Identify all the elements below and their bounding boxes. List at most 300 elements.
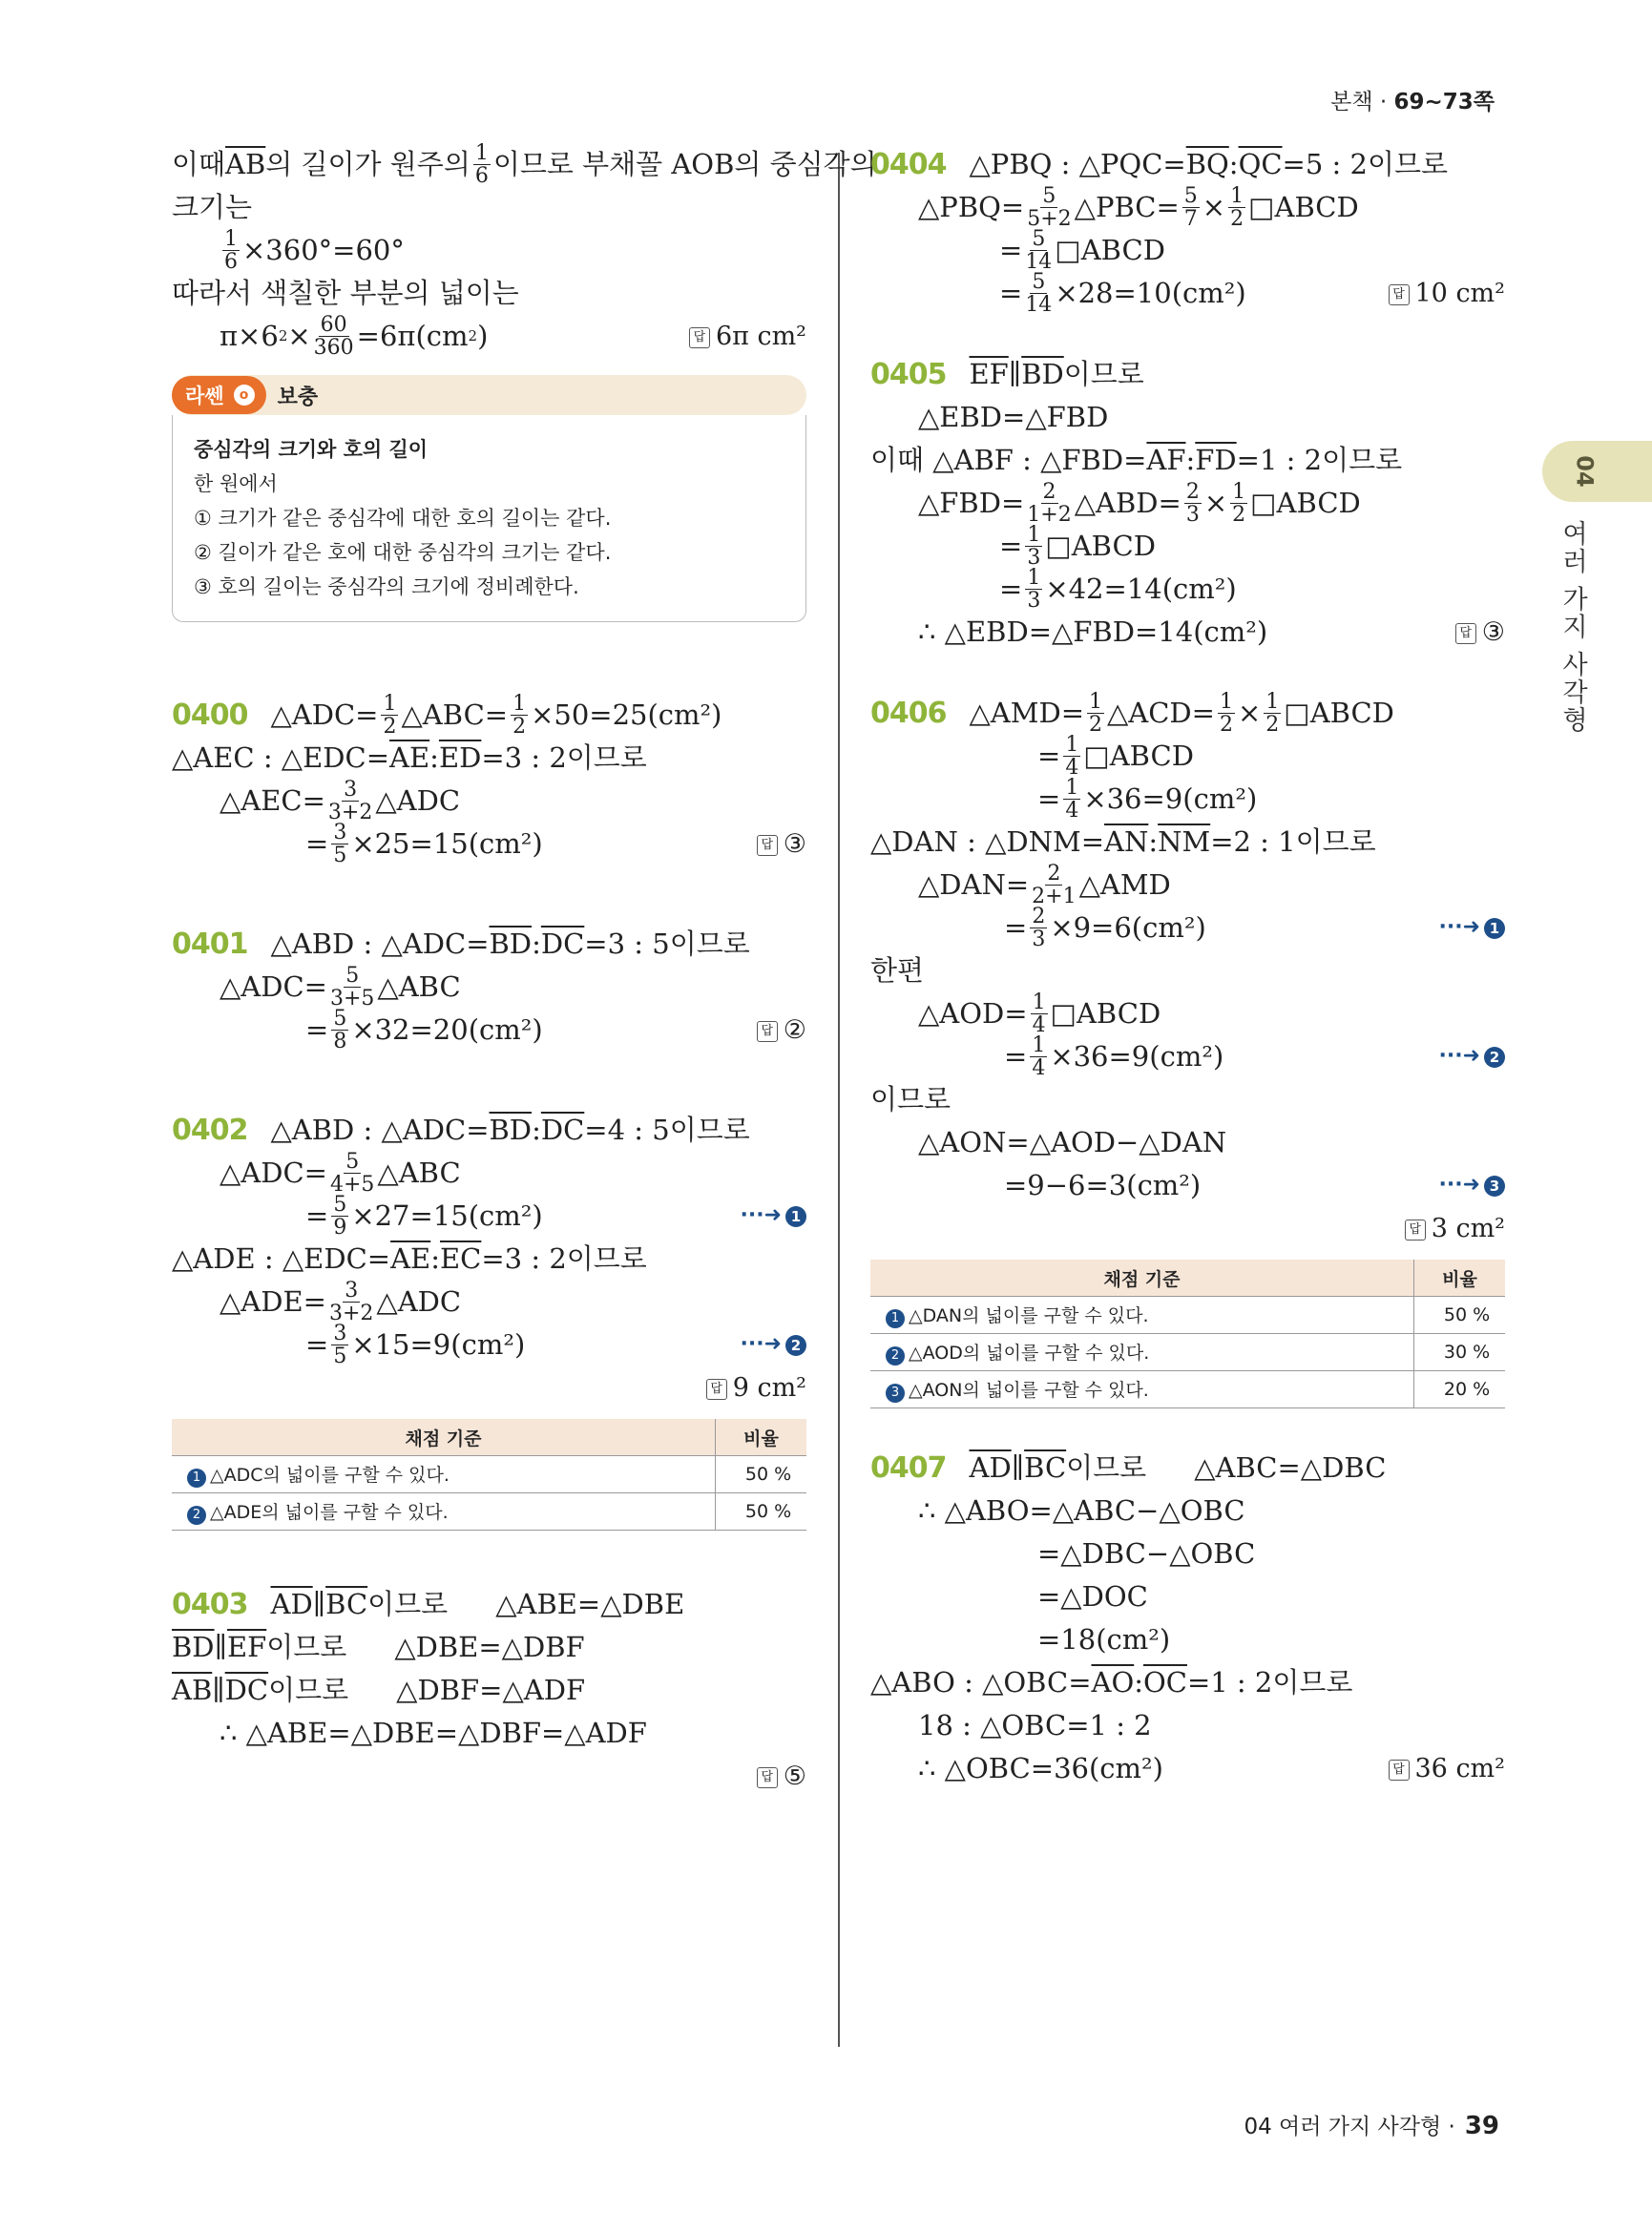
- arrow-icon: ···➜: [740, 1332, 782, 1356]
- fraction: [1184, 481, 1202, 526]
- numerator: 5: [1032, 226, 1046, 251]
- problem-number: 0403: [172, 1587, 248, 1621]
- numerator: 2: [1032, 904, 1046, 928]
- denominator: 4: [1065, 756, 1079, 780]
- arrow-icon: ···➜: [740, 1203, 782, 1227]
- denominator: 9: [333, 1216, 347, 1240]
- answer: [1405, 1216, 1505, 1241]
- criteria-text: △AON의 넓이를 구할 수 있다.: [909, 1380, 1149, 1401]
- text: △PBQ=: [918, 191, 1025, 223]
- note-line: ③ 호의 길이는 중심각의 크기에 정비례한다.: [194, 575, 579, 598]
- answer-value: ②: [783, 1015, 806, 1045]
- text: =3 : 2이므로: [481, 1242, 647, 1275]
- numerator: 1: [1027, 565, 1041, 590]
- denominator: 360: [313, 336, 354, 360]
- note-line: ① 크기가 같은 중심각에 대한 호의 길이는 같다.: [194, 507, 612, 530]
- p0401-line-3: [172, 1006, 806, 1053]
- criteria-cell: [172, 1493, 716, 1531]
- text: △ABD : △ADC=: [270, 1114, 490, 1146]
- p0406-line-10: 이므로: [870, 1083, 951, 1116]
- text: ∥: [1011, 1451, 1025, 1484]
- numerator: 5: [345, 1149, 360, 1174]
- fraction: [329, 1280, 373, 1324]
- p0404-line-4: [870, 269, 1505, 317]
- text: ×: [1202, 191, 1226, 223]
- text: π×6: [220, 320, 279, 352]
- p0405-line-7: [870, 611, 1505, 654]
- header-pages: 69~73쪽: [1393, 90, 1495, 115]
- text: 이때: [172, 148, 226, 180]
- answer-value: ③: [783, 829, 806, 859]
- segment: $\overline{AB}$: [172, 1674, 213, 1706]
- fraction: [1030, 1034, 1047, 1079]
- denominator: 2: [383, 715, 397, 739]
- p0406-line-5: [870, 861, 1505, 908]
- answer-value: 9 cm²: [732, 1373, 806, 1403]
- text: ∥: [212, 1674, 225, 1706]
- p0406-line-1: [870, 689, 1505, 737]
- fraction: [1031, 991, 1048, 1036]
- p0405-line-3: [870, 439, 1505, 482]
- text: =3 : 5이므로: [584, 928, 750, 960]
- answer-value: 6π cm²: [715, 322, 806, 351]
- text: □ABCD: [1045, 530, 1156, 562]
- segment: $\overline{AN}$: [1104, 825, 1149, 858]
- step-number: 1: [886, 1309, 905, 1328]
- text: △ADE=: [220, 1285, 326, 1318]
- p0407-line-8: [870, 1747, 1505, 1790]
- footer-chapter: 04 여러 가지 사각형 ·: [1244, 2115, 1455, 2139]
- problem-number: 0400: [172, 698, 248, 732]
- numerator: 1: [224, 226, 238, 251]
- p0400-line-3: [172, 777, 806, 824]
- spacer: [172, 622, 806, 694]
- text: 이므로: [367, 1588, 449, 1620]
- text: △ABC=△DBC: [1194, 1451, 1387, 1484]
- table-row: [172, 1456, 806, 1493]
- text: =9−6=3(cm²): [1004, 1169, 1202, 1201]
- text: =: [305, 1013, 329, 1046]
- segment: $\overline{EC}$: [440, 1242, 482, 1275]
- p0405-line-6: [870, 565, 1505, 613]
- answer-icon: 답: [757, 835, 778, 856]
- p0403-answer-line: [172, 1755, 806, 1798]
- text: =: [1004, 1040, 1028, 1073]
- text: 이때 △ABF : △FBD=: [870, 444, 1147, 476]
- p0405-line-1: [870, 353, 1505, 396]
- denominator: 3: [1027, 546, 1041, 570]
- step-number: 2: [785, 1335, 806, 1356]
- criteria-text: △ADE의 넓이를 구할 수 있다.: [210, 1502, 449, 1523]
- text: 의 길이가 원주의: [265, 148, 471, 180]
- text: ×: [1203, 487, 1228, 519]
- p0405-line-5: [870, 522, 1505, 570]
- segment: $\overline{AE}$: [390, 1242, 431, 1275]
- denominator: 4: [1065, 799, 1079, 823]
- fraction: [1030, 906, 1047, 950]
- text: □ABCD: [1055, 234, 1165, 266]
- numerator: 1: [474, 140, 489, 165]
- segment: $\overline{AO}$: [1091, 1666, 1135, 1699]
- step-marker: [740, 1334, 806, 1356]
- text: =4 : 5이므로: [584, 1114, 750, 1146]
- chapter-number: 04: [1571, 455, 1599, 488]
- numerator: 1: [1089, 689, 1102, 714]
- p0401-line-2: [172, 963, 806, 1011]
- segment: $\overline{AD}$: [969, 1451, 1012, 1484]
- text: :: [532, 928, 541, 960]
- p0404-line-1: [870, 143, 1505, 186]
- criteria-text: △ADC의 넓이를 구할 수 있다.: [210, 1465, 450, 1486]
- text: =: [1004, 911, 1028, 944]
- numerator: 1: [1032, 990, 1046, 1014]
- note-body: [172, 415, 806, 622]
- header-label: 본책 ·: [1330, 90, 1394, 115]
- step-number: 2: [187, 1506, 206, 1525]
- p0402-scoring-table: [172, 1419, 806, 1531]
- fraction: [1087, 691, 1104, 736]
- text: ×25=15(cm²): [351, 827, 543, 860]
- text: =2 : 1이므로: [1210, 825, 1376, 858]
- p0406-line-12: [870, 1164, 1505, 1207]
- text: △ABO : △OBC=: [870, 1666, 1092, 1699]
- p0406-scoring-table: [870, 1260, 1505, 1408]
- answer-icon: 답: [757, 1767, 778, 1788]
- p0404-line-3: [870, 226, 1505, 274]
- text: ×32=20(cm²): [351, 1013, 543, 1046]
- denominator: 7: [1183, 207, 1198, 231]
- segment: $\overline{NM}$: [1158, 825, 1211, 858]
- text: ×9=6(cm²): [1050, 911, 1206, 944]
- text: △PBC=: [1074, 191, 1180, 223]
- intro-line-2: 크기는: [172, 191, 253, 223]
- table-row: [870, 1371, 1505, 1408]
- denominator: 3+2: [328, 1302, 374, 1325]
- fraction: [473, 142, 491, 187]
- answer-icon: 답: [1455, 623, 1476, 644]
- denominator: 2: [1232, 503, 1246, 527]
- left-column: [172, 140, 877, 1798]
- answer: [706, 1375, 806, 1401]
- answer: [689, 323, 806, 349]
- segment: $\overline{ED}$: [438, 741, 482, 774]
- numerator: 5: [1042, 183, 1056, 208]
- segment: $\overline{DC}$: [540, 1114, 585, 1146]
- p0400-line-2: [172, 737, 806, 780]
- segment: $\overline{OC}$: [1143, 1666, 1187, 1699]
- spacer: [870, 1408, 1505, 1447]
- text: △DBE=△DBF: [394, 1631, 585, 1663]
- answer: [1389, 1756, 1506, 1782]
- note-tag-label: 라쎈: [185, 385, 224, 407]
- text: □ABCD: [1248, 191, 1359, 223]
- spacer: [172, 1531, 806, 1583]
- denominator: 5: [333, 844, 347, 867]
- step-number: 3: [1484, 1176, 1505, 1197]
- page-header: [1330, 84, 1495, 115]
- p0406-line-6: [870, 904, 1505, 951]
- text: □ABCD: [1250, 487, 1361, 519]
- p0402-line-6: [172, 1321, 806, 1368]
- ratio-cell: 20 %: [1414, 1371, 1506, 1408]
- p0406-line-9: [870, 1032, 1505, 1080]
- p0407-line-5: =18(cm²): [1037, 1623, 1171, 1656]
- p0407-line-2: ∴ △ABO=△ABC−△OBC: [918, 1494, 1245, 1527]
- text: △ACD=: [1107, 697, 1215, 729]
- fraction: [1063, 734, 1080, 779]
- p0403-line-4: ∴ △ABE=△DBE=△DBF=△ADF: [220, 1717, 647, 1749]
- numerator: 1: [512, 691, 527, 716]
- fraction: [511, 693, 528, 738]
- segment: $\overline{BD}$: [489, 1114, 533, 1146]
- text: :: [1185, 444, 1196, 476]
- text: :: [1228, 148, 1239, 180]
- text: =: [1037, 782, 1061, 815]
- p0407-line-4: =△DOC: [1037, 1580, 1148, 1613]
- intro-line-3: [172, 226, 806, 274]
- segment: $\overline{AF}$: [1146, 444, 1186, 476]
- segment: $\overline{EF}$: [226, 1631, 267, 1663]
- step-marker: [740, 1205, 806, 1227]
- numerator: 1: [1219, 689, 1233, 714]
- problem-number: 0401: [172, 927, 248, 961]
- text: △ABC: [377, 970, 461, 1003]
- fraction: [1025, 271, 1052, 316]
- numerator: 1: [1232, 479, 1246, 504]
- answer-value: 36 cm²: [1414, 1754, 1505, 1783]
- text: =: [999, 530, 1023, 562]
- p0403-line-1: [172, 1583, 806, 1626]
- text: △DAN=: [918, 868, 1030, 901]
- fraction: [1027, 481, 1071, 526]
- text: 이므로: [1063, 358, 1144, 390]
- text: △DAN : △DNM=: [870, 825, 1104, 858]
- denominator: 1+2: [1027, 503, 1072, 527]
- fraction: [331, 1008, 348, 1053]
- fraction: [331, 822, 348, 866]
- text: △AMD: [1078, 868, 1171, 901]
- text: △ADC=: [220, 1157, 327, 1189]
- text: △FBD=: [918, 487, 1025, 519]
- segment: $\overline{BD}$: [1021, 358, 1064, 390]
- fraction: [1218, 691, 1235, 736]
- p0406-line-2: [870, 732, 1505, 780]
- chapter-tab[interactable]: [1542, 441, 1652, 502]
- spacer: [172, 865, 806, 923]
- step-marker: [1438, 1175, 1505, 1197]
- text: △ADC=: [270, 698, 379, 731]
- note-header: [172, 375, 806, 415]
- p0406-line-4: [870, 821, 1505, 864]
- note-line: 한 원에서: [194, 472, 278, 495]
- numerator: 60: [320, 312, 347, 337]
- spacer: [172, 1052, 806, 1109]
- problem-number: 0404: [870, 147, 947, 181]
- text: ×15=9(cm²): [351, 1328, 526, 1361]
- text: △ADC=: [220, 970, 327, 1003]
- text: ×36=9(cm²): [1083, 782, 1258, 815]
- numerator: 5: [333, 1192, 347, 1217]
- arc-ab: $\overline{AB}$: [225, 148, 266, 180]
- text: ×36=9(cm²): [1050, 1040, 1224, 1073]
- numerator: 2: [1047, 861, 1061, 886]
- numerator: 5: [333, 1006, 347, 1031]
- problem-number: 0407: [870, 1450, 947, 1485]
- arrow-icon: ···➜: [1438, 1044, 1480, 1068]
- denominator: 14: [1025, 293, 1053, 317]
- table-row: [870, 1334, 1505, 1371]
- denominator: 2: [1089, 713, 1102, 737]
- text: :: [430, 1242, 440, 1275]
- denominator: 3+2: [327, 801, 373, 824]
- step-number: 1: [785, 1206, 806, 1227]
- table-row: [870, 1297, 1505, 1334]
- segment: $\overline{QC}$: [1238, 148, 1283, 180]
- text: ×50=25(cm²): [531, 698, 722, 731]
- p0402-line-2: [172, 1149, 806, 1197]
- answer: [1389, 281, 1506, 306]
- fraction: [330, 965, 374, 1010]
- criteria-cell: [870, 1334, 1414, 1371]
- table-header-criteria: 채점 기준: [172, 1419, 716, 1456]
- criteria-cell: [870, 1371, 1414, 1408]
- denominator: 6: [224, 250, 238, 274]
- arrow-icon: ···➜: [1438, 1173, 1480, 1197]
- text: =1 : 2이므로: [1236, 444, 1403, 476]
- text: ×360°=60°: [242, 234, 405, 266]
- supplement-note: [172, 375, 806, 622]
- text: △AOD=: [918, 997, 1028, 1030]
- circle-icon: o: [234, 385, 255, 406]
- answer-icon: 답: [706, 1379, 727, 1400]
- step-number: 3: [886, 1384, 905, 1403]
- step-number: 2: [886, 1346, 905, 1366]
- denominator: 2: [1230, 207, 1244, 231]
- numerator: 1: [1265, 689, 1280, 714]
- p0406-line-11: △AON=△AOD−△DAN: [918, 1126, 1227, 1158]
- text: ×: [287, 320, 311, 352]
- text: ): [477, 320, 489, 352]
- text: ∥: [312, 1588, 326, 1620]
- fraction: [381, 693, 398, 738]
- text: △DBF=△ADF: [396, 1674, 586, 1706]
- numerator: 3: [345, 1278, 359, 1303]
- numerator: 5: [345, 963, 360, 988]
- text: △ADC: [376, 1285, 462, 1318]
- answer-icon: 답: [757, 1021, 778, 1042]
- fraction: [1032, 863, 1076, 907]
- text: □ABCD: [1050, 997, 1161, 1030]
- sup: 2: [278, 327, 288, 344]
- text: =: [999, 234, 1023, 266]
- text: 이므로 부채꼴 AOB의 중심각의: [492, 148, 877, 180]
- text: =: [305, 827, 329, 860]
- numerator: 2: [1185, 479, 1200, 504]
- numerator: 5: [1183, 183, 1198, 208]
- text: △ADE : △EDC=: [172, 1242, 391, 1275]
- p0402-line-4: [172, 1238, 806, 1281]
- criteria-cell: [870, 1297, 1414, 1334]
- ratio-cell: 30 %: [1414, 1334, 1506, 1371]
- fraction: [331, 1194, 348, 1239]
- p0400-line-4: [172, 820, 806, 867]
- note-tag: [172, 376, 266, 414]
- segment: $\overline{DC}$: [224, 1674, 269, 1706]
- numerator: 1: [1032, 1032, 1046, 1057]
- denominator: 3+5: [329, 987, 375, 1011]
- p0402-line-5: [172, 1278, 806, 1325]
- denominator: 4: [1032, 1013, 1046, 1037]
- denominator: 5+2: [1027, 207, 1072, 231]
- answer-value: ⑤: [783, 1762, 806, 1791]
- text: :: [429, 741, 439, 774]
- text: :: [1148, 825, 1159, 858]
- text: ∴ △OBC=36(cm²): [918, 1752, 1163, 1784]
- text: ×28=10(cm²): [1055, 277, 1246, 309]
- text: ×42=14(cm²): [1045, 573, 1237, 605]
- numerator: 1: [1027, 522, 1041, 547]
- segment: $\overline{BQ}$: [1185, 148, 1229, 180]
- fraction: [1230, 481, 1247, 526]
- segment: $\overline{BC}$: [325, 1588, 368, 1620]
- answer-icon: 답: [1405, 1220, 1426, 1241]
- fraction: [314, 314, 354, 359]
- text: 이므로: [266, 1631, 347, 1663]
- fraction: [1264, 691, 1281, 736]
- text: ∥: [214, 1631, 227, 1663]
- numerator: 5: [1032, 269, 1046, 294]
- intro-line-5: [172, 312, 806, 360]
- answer: [757, 1763, 806, 1789]
- page-number: 39: [1464, 2112, 1499, 2140]
- text: □ABCD: [1284, 697, 1394, 729]
- p0403-line-2: [172, 1626, 806, 1669]
- problem-number: 0406: [870, 696, 947, 730]
- numerator: 1: [1065, 775, 1079, 800]
- denominator: 3: [1032, 928, 1046, 951]
- p0406-line-3: [870, 775, 1505, 823]
- denominator: 6: [474, 164, 489, 188]
- text: =6π(cm: [356, 320, 469, 352]
- step-number: 1: [187, 1469, 206, 1488]
- spacer: [870, 315, 1505, 353]
- page-footer: [1244, 2109, 1499, 2140]
- note-line: ② 길이가 같은 호에 대한 중심각의 크기는 같다.: [194, 541, 612, 564]
- p0402-line-3: [172, 1192, 806, 1240]
- text: =: [999, 277, 1023, 309]
- step-number: 1: [1484, 918, 1505, 939]
- sup: 2: [468, 327, 478, 344]
- text: △ABE=△DBE: [495, 1588, 685, 1620]
- text: △ADC: [375, 784, 461, 817]
- p0400-line-1: [172, 691, 806, 739]
- fraction: [1182, 185, 1200, 230]
- text: 이므로: [268, 1674, 349, 1706]
- note-title: 중심각의 크기와 호의 길이: [194, 438, 429, 461]
- numerator: 1: [383, 691, 397, 716]
- text: ∥: [1008, 358, 1022, 390]
- text: ∴ △EBD=△FBD=14(cm²): [918, 615, 1268, 648]
- segment: $\overline{BC}$: [1024, 1451, 1067, 1484]
- fraction: [328, 779, 372, 824]
- text: =: [305, 1328, 329, 1361]
- text: :: [532, 1114, 541, 1146]
- step-marker: [1438, 1046, 1505, 1068]
- intro-line-4: 따라서 색칠한 부분의 넓이는: [172, 277, 519, 309]
- table-header-criteria: 채점 기준: [870, 1260, 1414, 1297]
- criteria-text: △AOD의 넓이를 구할 수 있다.: [909, 1343, 1150, 1364]
- text: =1 : 2이므로: [1186, 1666, 1353, 1699]
